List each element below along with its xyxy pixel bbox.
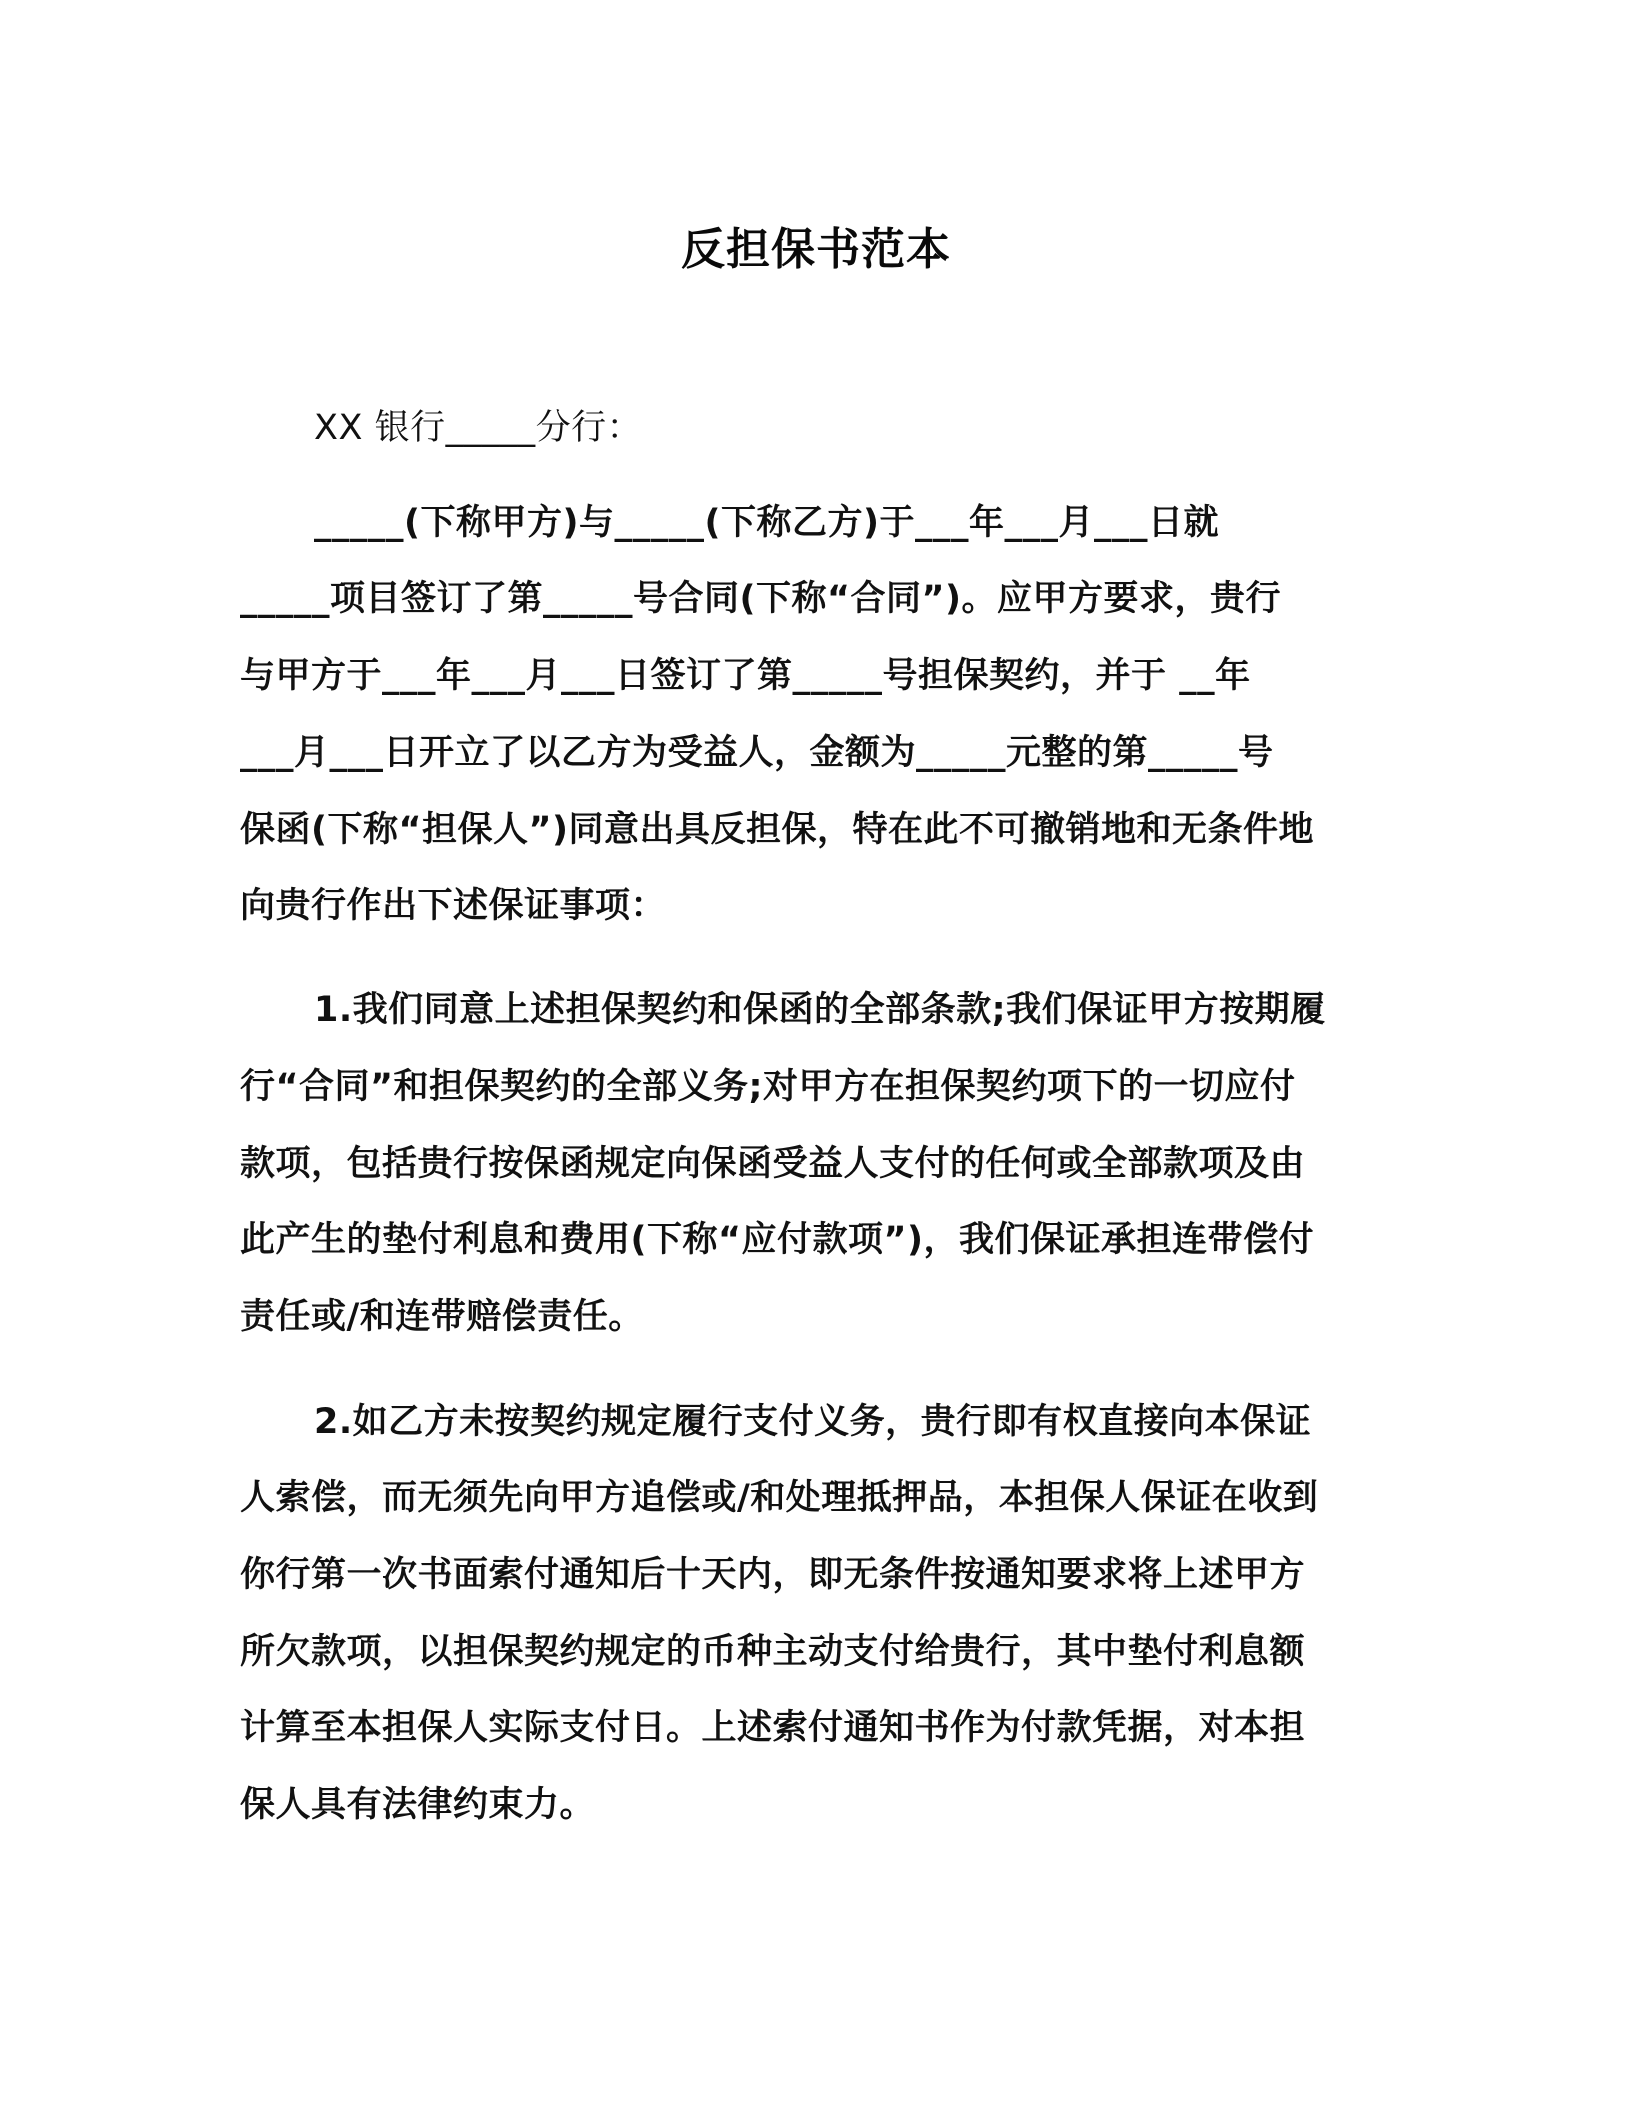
paragraph-line: 行“合同”和担保契约的全部义务;对甲方在担保契约项下的一切应付 bbox=[240, 1067, 1296, 1107]
document-title: 反担保书范本 bbox=[681, 224, 951, 275]
paragraph-line: 2.如乙方未按契约规定履行支付义务，贵行即有权直接向本保证 bbox=[314, 1402, 1312, 1442]
paragraph-line: ___月___日开立了以乙方为受益人，金额为_____元整的第_____号 bbox=[240, 733, 1274, 773]
paragraph-line: 保人具有法律约束力。 bbox=[240, 1785, 596, 1825]
paragraph-line: 保函(下称“担保人”)同意出具反担保，特在此不可撤销地和无条件地 bbox=[240, 810, 1315, 850]
paragraph-line: 与甲方于___年___月___日签订了第_____号担保契约，并于 __年 bbox=[240, 656, 1251, 696]
salutation: XX 银行_____分行： bbox=[314, 408, 643, 448]
paragraph-line: 此产生的垫付利息和费用(下称“应付款项”)，我们保证承担连带偿付 bbox=[240, 1220, 1315, 1260]
paragraph-line: 款项，包括贵行按保函规定向保函受益人支付的任何或全部款项及由 bbox=[240, 1144, 1306, 1184]
paragraph-line: _____(下称甲方)与_____(下称乙方)于___年___月___日就 bbox=[314, 503, 1219, 543]
paragraph-line: 计算至本担保人实际支付日。上述索付通知书作为付款凭据，对本担 bbox=[240, 1708, 1306, 1748]
paragraph-line: 你行第一次书面索付通知后十天内，即无条件按通知要求将上述甲方 bbox=[240, 1555, 1306, 1595]
paragraph-line: 1.我们同意上述担保契约和保函的全部条款;我们保证甲方按期履 bbox=[314, 990, 1326, 1030]
paragraph-line: _____项目签订了第_____号合同(下称“合同”)。应甲方要求，贵行 bbox=[240, 579, 1282, 619]
paragraph-line: 所欠款项，以担保契约规定的币种主动支付给贵行，其中垫付利息额 bbox=[240, 1632, 1306, 1672]
paragraph-line: 责任或/和连带赔偿责任。 bbox=[240, 1297, 644, 1337]
paragraph-line: 向贵行作出下述保证事项： bbox=[240, 886, 667, 926]
paragraph-line: 人索偿，而无须先向甲方追偿或/和处理抵押品，本担保人保证在收到 bbox=[240, 1478, 1319, 1518]
